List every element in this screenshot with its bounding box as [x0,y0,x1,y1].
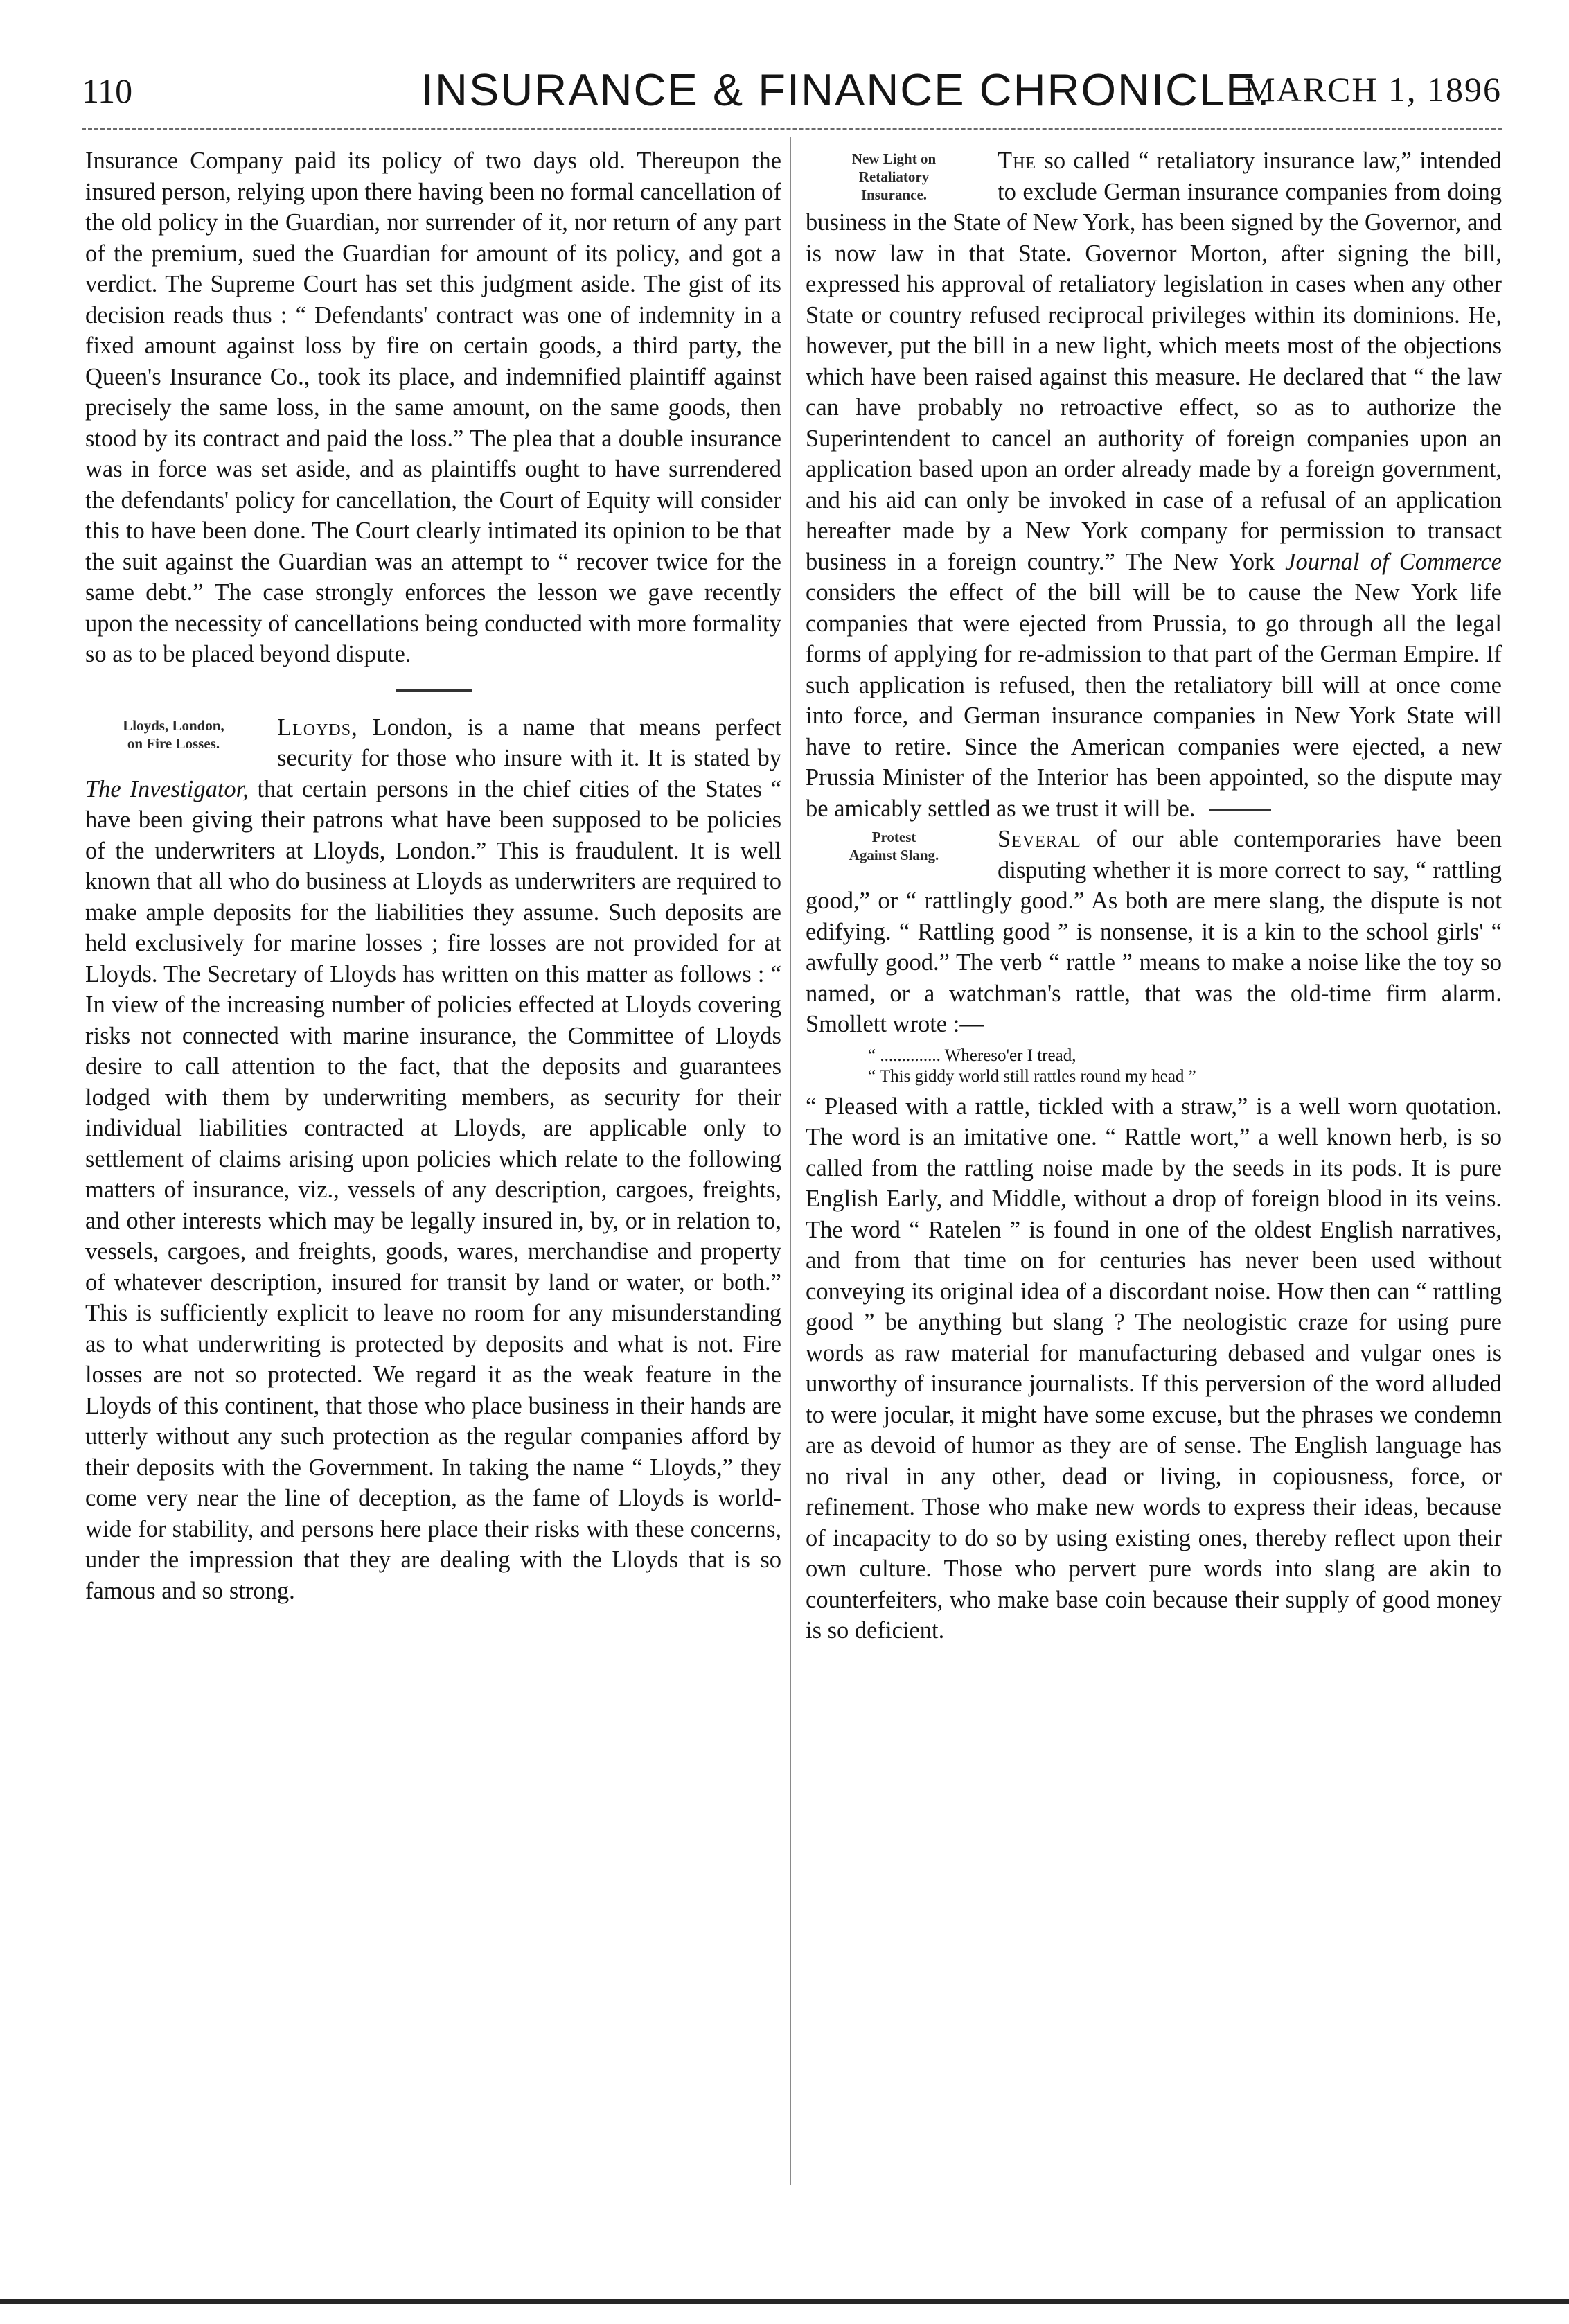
sidenote-line: New Light on [851,150,937,167]
running-head [82,64,1502,126]
retaliatory-article [806,146,1502,824]
column-divider [790,137,791,2185]
slang-text-part-1: of our able contemporaries have been disputing whether it is more correct to say, “ rattling good,” or “ rattlingly good.” As both are mere slang, the dispute is not edifying. “ Rattling good ” is nonsense, it is a kin to the school girls' “ awfully good.” The verb “ rattle ” means to make a noise like the toy so named, or a watchman's rattle, that was the old-time firm alarm. Smollett wrote :— [806,826,1502,1037]
retaliatory-article-text [806,146,1502,824]
sidenote-line: Insurance. [860,186,928,203]
sidenote-line: Lloyds, London, [123,716,224,734]
lloyds-text-part-1: London, is a name that means perfect security for those who insure with it. It is stated by [277,714,781,771]
issue-date: MARCH 1, 1896 [1244,70,1502,109]
guardian-article-text: Insurance Company paid its policy of two days old. Thereupon the insured person, relying upon there having been no formal cancellation of the old policy in the Guardian, nor surrender of it, nor return of any part of the premium, sued the Guardian for amount of its policy, and got a verdict. The Supreme Court has set this judgment aside. The gist of its decision reads thus : “ Defendants' contract was one of indemnity in a fixed amount against loss by fire on certain goods, a third party, the Queen's Insurance Co., took its place, and indemnified plaintiff against precisely the same loss, in the same amount, on the same goods, then stood by its contract and paid the loss.” The plea that a double insurance was in force was set aside, and as plaintiffs ought to have surrendered the defendants' policy for cancellation, the Court of Equity will consider this to have been done. The Court clearly intimated its opinion to be that the suit against the Guardian was an attempt to “ recover twice for the same debt.” The case strongly enforces the lesson we gave recently upon the necessity of cancellations being conducted with more formality so as to be placed beyond dispute. [85,148,781,667]
publication-title: INSURANCE & FINANCE CHRONICLE. [421,64,1271,115]
right-column [806,146,1502,1646]
verse-line: “ .............. Whereso'er I tread, [868,1046,1076,1065]
page-number: 110 [82,71,133,110]
retaliatory-text-part-2: considers the effect of the bill will be to cause the New York life companies that were ejected from Prussia, to go through all the legal forms of applying for re-admission to that part of the German Empire. If such application is refused, then the retaliatory bill will at once come into force, and German insurance companies in New York State will have to retire. Since the American companies were ejected, a new Prussia Minister of the Interior has been appointed, so the dispute may be amicably settled as we trust it will be. [806,579,1502,822]
sidenote-line: Against Slang. [849,847,939,863]
slang-article-continuation: “ Pleased with a rattle, tickled with a straw,” is a well worn quotation. The word is an imitative one. “ Rattle wort,” a well known herb, is so called from the rattling noise made by the seeds in its pods. It is pure English Early, and Middle, without a drop of foreign blood in its veins. The word “ Ratelen ” is found in one of the oldest English narratives, and from that time on for centuries has never been used without conveying its original idea of a discordant noise. How then can “ rattling good ” be anything but slang ? The neologistic craze for using pure words as raw material for manufacturing debased and vulgar ones is unworthy of insurance journalists. If this perversion of the word alluded to were jocular, it might have some excuse, but the phrases we condemn are as devoid of humor as they are of sense. The English language has no rival in any other, dead or living, in copiousness, force, or refinement. Those who make new words to express their ideas, because of incapacity to do so by using existing ones, thereby reflect upon their own culture. Those who pervert pure words into slang are akin to counterfeiters, who make base coin because their supply of good money is so deficient. [806,1093,1502,1644]
lloyds-sidenote [85,716,262,752]
retaliatory-text-part-1: so called “ retaliatory insurance law,” intended to exclude German insurance companies from doing business in the State of New York, has been signed by the Governor, and is now law in that State. Governor Morton, after signing the bill, expressed his approval of retaliatory legislation in cases when any other State or country refused reciprocal privileges within its dominions. He, however, put the bill in a new light, which meets most of the objections which have been raised against this measure. He declared that “ the law can have probably no retroactive effect, so as to authorize the Superintendent to cancel an authority of foreign companies upon an application based upon an order already made by a foreign government, and his aid can only be invoked in case of a refusal of an application hereafter made by a New York company for permission to transact business in a foreign country.” The New York [806,148,1502,575]
page-bottom-rule [0,2299,1569,2304]
article-separator [396,689,472,692]
retaliatory-source: Journal of Commerce [1285,548,1502,575]
article-separator [1209,809,1271,811]
lloyds-source: The Investigator, [85,775,249,802]
retaliatory-sidenote [806,150,982,204]
quoted-verse [868,1046,1502,1087]
slang-lead-word: Several [998,826,1081,852]
slang-article [806,824,1502,1040]
sidenote-line: on Fire Losses. [127,734,220,752]
sidenote-line: Protest [871,829,916,845]
slang-sidenote [806,828,982,864]
header-rule [82,128,1502,130]
lloyds-lead-word: Lloyds, [277,714,358,741]
lloyds-article-text [85,712,781,1607]
lloyds-article [85,712,781,1607]
sidenote-line: Retaliatory [858,168,930,185]
retaliatory-lead-word: The [998,148,1037,174]
lloyds-text-part-2: that certain persons in the chief cities of the States “ have been giving their patrons what have been supposed to be policies of the underwriters at Lloyds, London.” This is fraudulent. It is well known that all who do business at Lloyds as underwriters are required to make ample deposits for the liabilities they assume. Such deposits are held exclusively for marine losses ; fire losses are not provided for at Lloyds. The Secretary of Lloyds has written on this matter as follows : “ In view of the increasing number of policies effected at Lloyds covering risks not connected with marine insurance, the Committee of Lloyds desire to call attention to the fact, that the deposits and guarantees lodged with them by underwriting members, as security for their individual liabilities contracted at Lloyds, are applicable only to settlement of claims arising upon policies which relate to the following matters of insurance, viz., vessels of any description, cargoes, freights, and other interests which may be legally insured in, by, or in relation to, vessels, cargoes, and freights, goods, wares, merchandise and property of whatever description, insured for transit by land or water, or both.” This is sufficiently explicit to leave no room for any misunderstanding as to what underwriting is protected by deposits and what is not. Fire losses are not so protected. We regard it as the weak feature in the Lloyds of this continent, that those who place business in their hands are utterly without any such protection as the regular companies afford by their deposits with the Government. In taking the name “ Lloyds,” they come very near the line of deception, as the fame of Lloyds is world-wide for stability, and persons here place their risks with these concerns, under the impression that they are dealing with the Lloyds that is so famous and so strong. [85,775,781,1604]
left-column [85,146,781,1606]
verse-line: “ This giddy world still rattles round my head ” [868,1066,1196,1086]
